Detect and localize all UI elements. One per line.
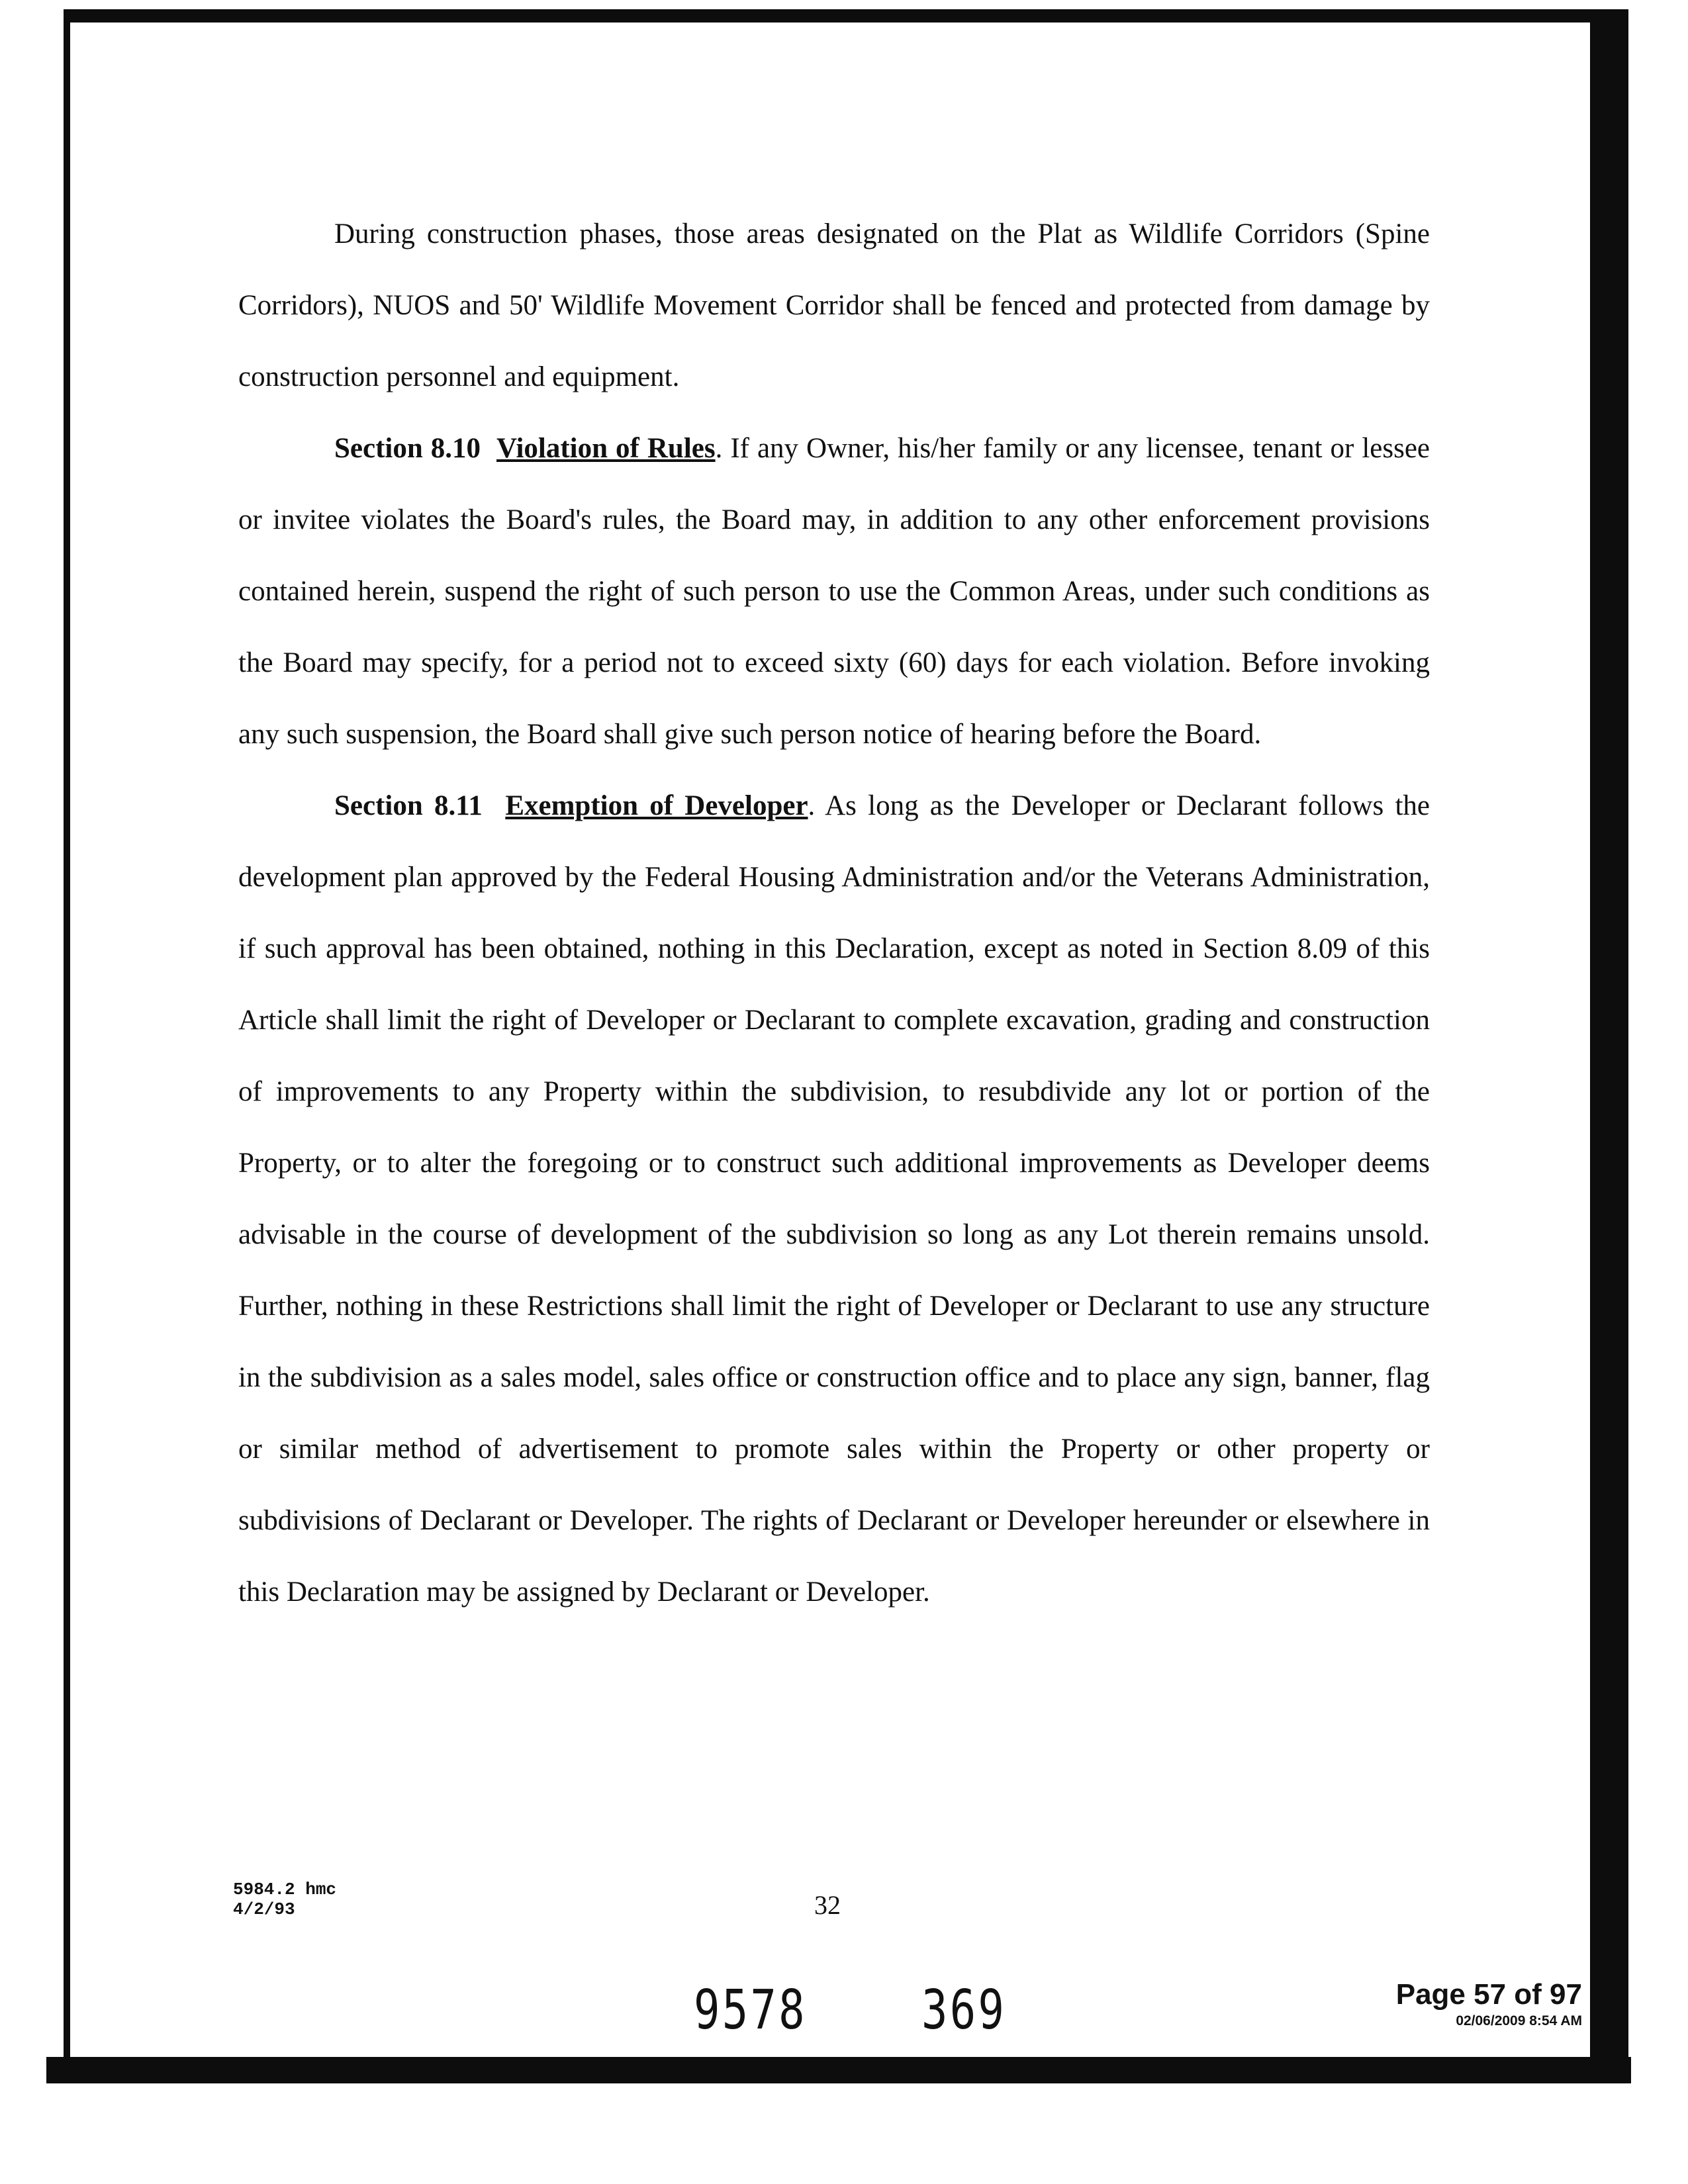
recording-stamp-page: 369 (921, 1979, 1007, 2042)
document-date-line: 4/2/93 (233, 1899, 295, 1919)
document-id-line: 5984.2 hmc (233, 1880, 337, 1899)
section-number: Section 8.11 (334, 790, 483, 821)
document-body (238, 199, 1430, 1628)
paragraph-section-8-11 (238, 770, 1430, 1628)
paragraph-wildlife-corridors (238, 199, 1430, 413)
print-timestamp: 02/06/2009 8:54 AM (1456, 2013, 1582, 2028)
paragraph-text: During construction phases, those areas designated on the Plat as Wildlife Corridors (Spine Corridors), NUOS and 50' Wildlife Movement Corridor shall be fenced and protected from damage by construction personnel and equipment. (238, 218, 1430, 392)
paragraph-text: . As long as the Developer or Declarant follows the development plan approved by the Federal Housing Administration and/or the Veterans Administration, if such approval has been obtained, nothing in this Declaration, except as noted in Section 8.09 of this Article shall limit the right of Developer or Declarant to complete excavation, grading and construction of improvements to any Property within the subdivision, to resubdivide any lot or portion of the Property, or to alter the foregoing or to construct such additional improvements as Developer deems advisable in the course of development of the subdivision so long as any Lot therein remains unsold. Further, nothing in these Restrictions shall limit the right of Developer or Declarant to use any structure in the subdivision as a sales model, sales office or construction office and to place any sign, banner, flag or similar method of advertisement to promote sales within the Property or other property or subdivisions of Declarant or Developer. The rights of Declarant or Developer hereunder or elsewhere in this Declaration may be assigned by Declarant or Developer. (238, 790, 1430, 1608)
scan-border-left (64, 9, 70, 2074)
section-title: Exemption of Developer (505, 790, 808, 821)
paragraph-section-8-10 (238, 413, 1430, 770)
scan-border-bottom (46, 2057, 1631, 2083)
scan-border-top (64, 9, 1628, 23)
page-number: 32 (814, 1890, 841, 1920)
recording-stamp-book: 9578 (694, 1979, 807, 2042)
page-count-label: Page 57 of 97 (1395, 1978, 1582, 2011)
section-number: Section 8.10 (334, 433, 481, 464)
paragraph-text: . If any Owner, his/her family or any licensee, tenant or lessee or invitee violates the Board's rules, the Board may, in addition to any other enforcement provisions contained herein, suspend the right of such person to use the Common Areas, under such conditions as the Board may specify, for a period not to exceed sixty (60) days for each violation. Before invoking any such suspension, the Board shall give such person notice of hearing before the Board. (238, 433, 1430, 750)
scan-border-right (1590, 9, 1628, 2083)
document-id (233, 1880, 336, 1919)
section-title: Violation of Rules (496, 433, 716, 464)
